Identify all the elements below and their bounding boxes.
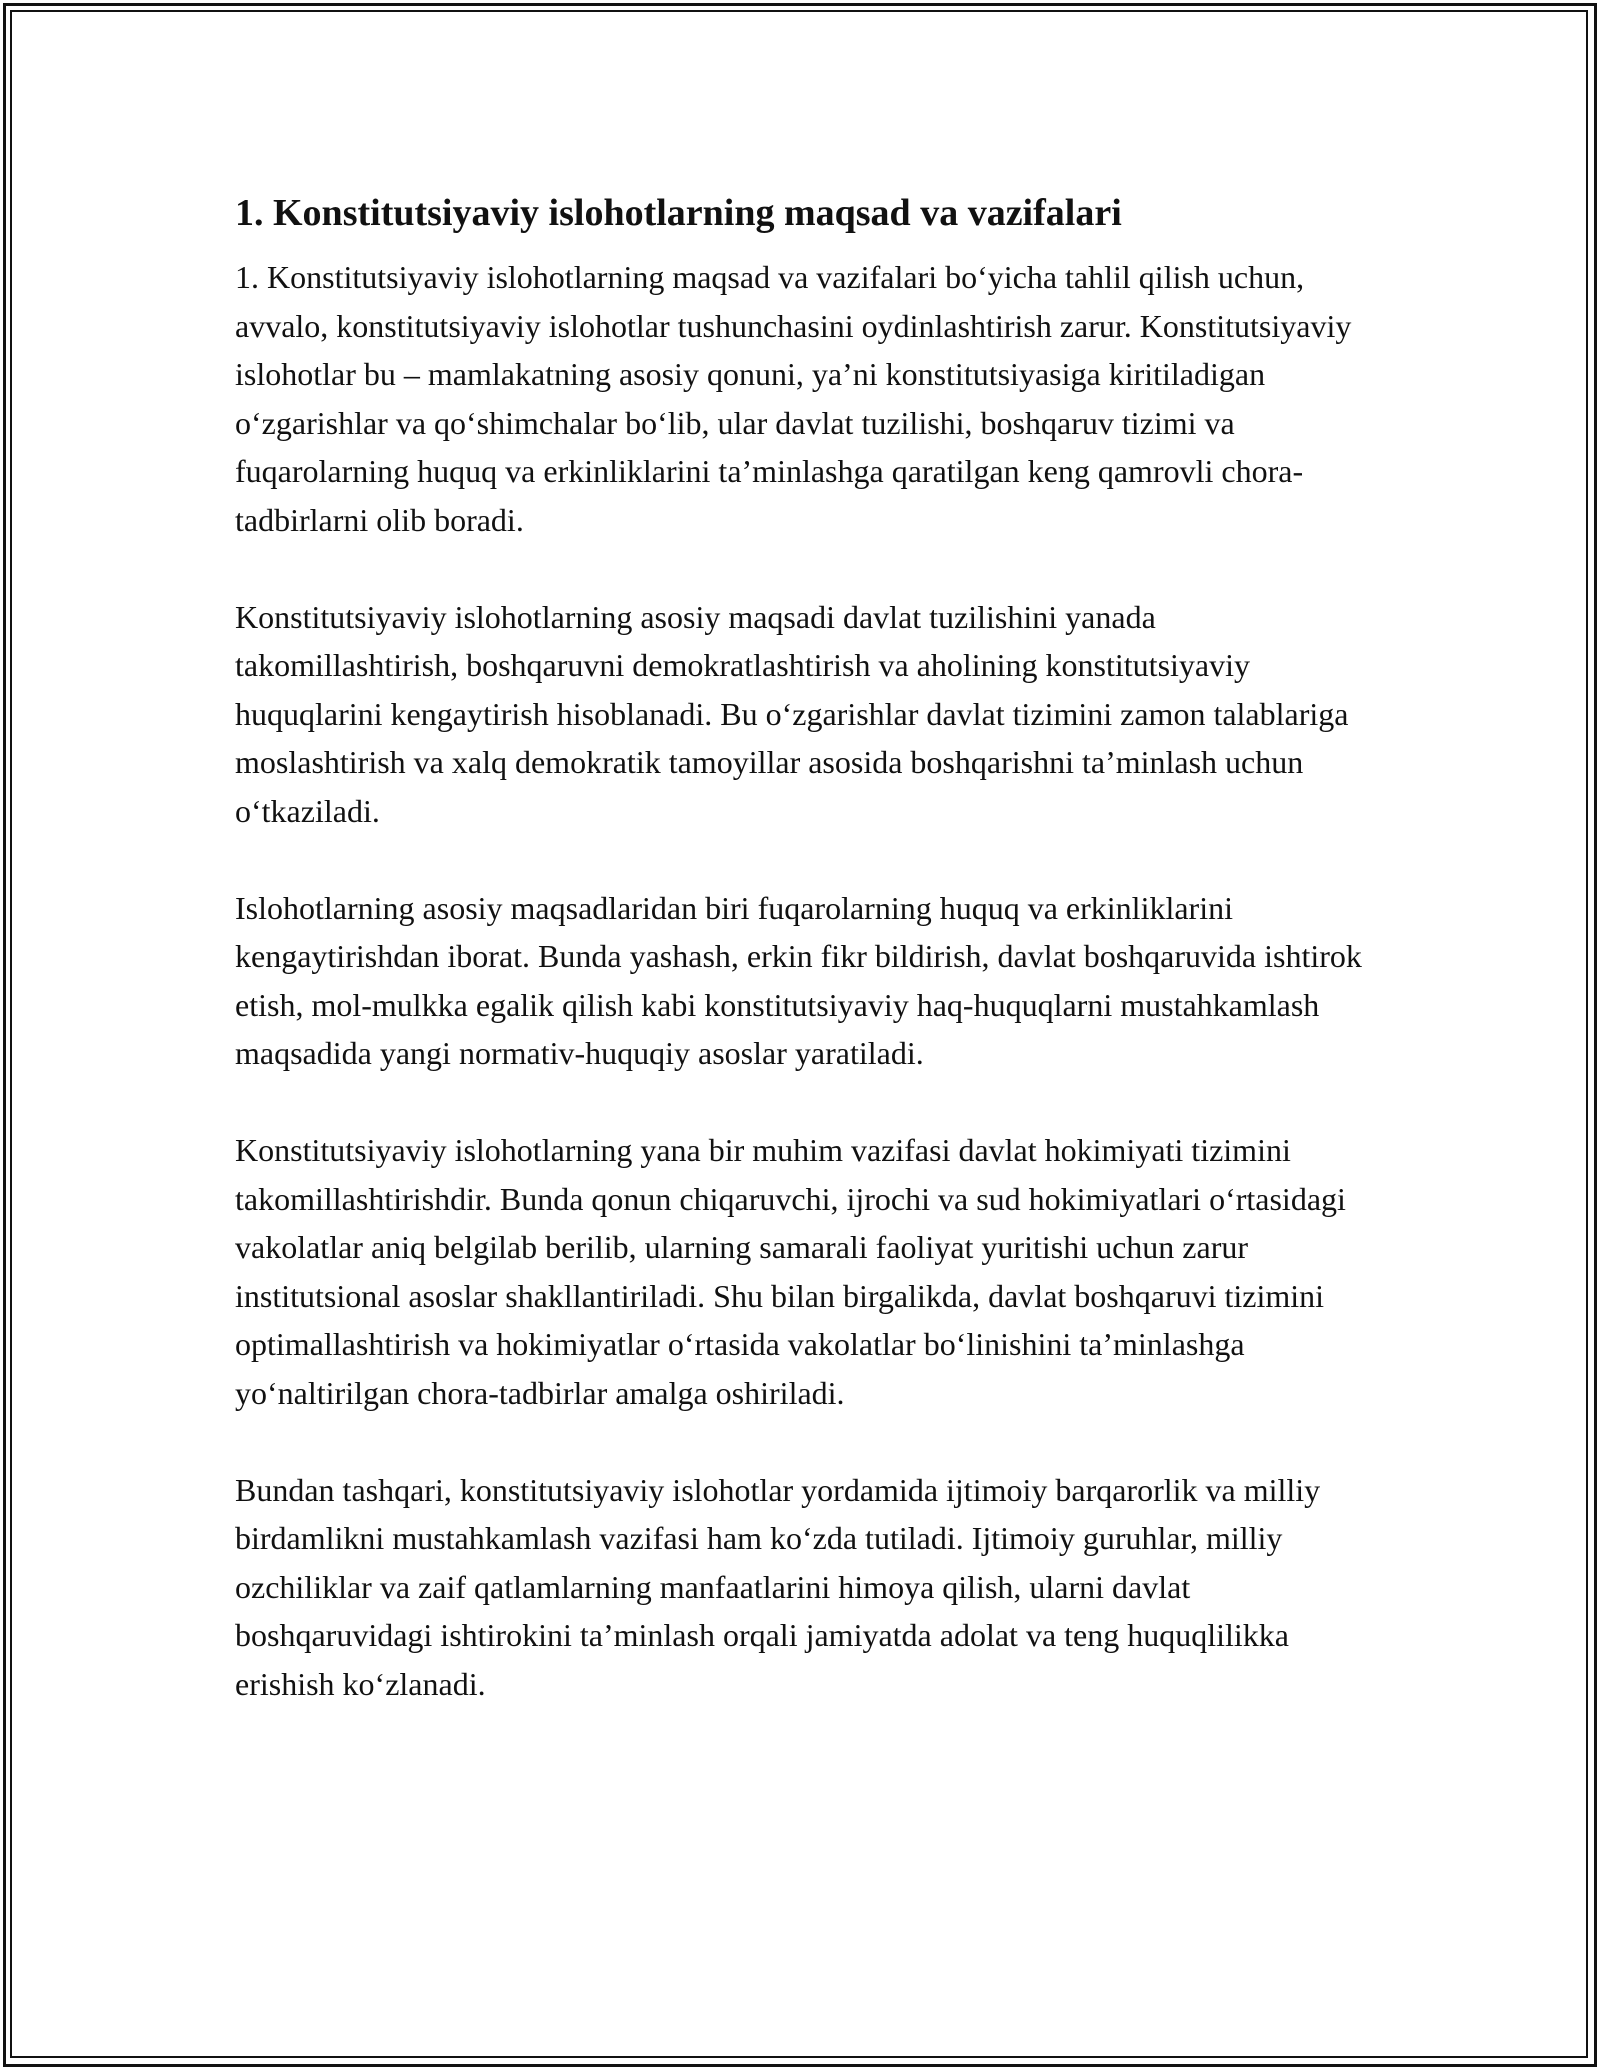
paragraph-4: Konstitutsiyaviy islohotlarning yana bir muhim vazifasi davlat hokimiyati tizimini takomillashtirishdir. Bunda qonun chiqaruvchi, ijrochi va sud hokimiyatlari o‘rtasidagi vakolatlar aniq belgilab berilib, ularning samarali faoliyat yuritishi uchun zarur institutsional asoslar shakllantiriladi. Shu bilan birgalikda, davlat boshqaruvi tizimini optimallashtirish va hokimiyatlar o‘rtasida vakolatlar bo‘linishini ta’minlashga yo‘naltirilgan chora-tadbirlar amalga oshiriladi. <box>235 1132 1346 1411</box>
document-body <box>235 185 1370 1757</box>
paragraph-3: Islohotlarning asosiy maqsadlaridan biri fuqarolarning huquq va erkinliklarini kengaytirishdan iborat. Bunda yashash, erkin fikr bildirish, davlat boshqaruvida ishtirok etish, mol-mulkka egalik qilish kabi konstitutsiyaviy haq-huquqlarni mustahkamlash maqsadida yangi normativ-huquqiy asoslar yaratiladi. <box>235 889 1362 1071</box>
paragraph-2: Konstitutsiyaviy islohotlarning asosiy maqsadi davlat tuzilishini yanada takomillashtirish, boshqaruvni demokratlashtirish va aholining konstitutsiyaviy huquqlarini kengaytirish hisoblanadi. Bu o‘zgarishlar davlat tizimini zamon talablariga moslashtirish va xalq demokratik tamoyillar asosida boshqarishni ta’minlash uchun o‘tkaziladi. <box>235 598 1349 829</box>
paragraph-1: 1. Konstitutsiyaviy islohotlarning maqsad va vazifalari bo‘yicha tahlil qilish uchun, avvalo, konstitutsiyaviy islohotlar tushunchasini oydinlashtirish zarur. Konstitutsiyaviy islohotlar bu – mamlakatning asosiy qonuni, ya’ni konstitutsiyasiga kiritiladigan o‘zgarishlar va qo‘shimchalar bo‘lib, ular davlat tuzilishi, boshqaruv tizimi va fuqarolarning huquq va erkinliklarini ta’minlashga qaratilgan keng qamrovli chora-tadbirlarni olib boradi. <box>235 259 1352 538</box>
paragraph-5: Bundan tashqari, konstitutsiyaviy islohotlar yordamida ijtimoiy barqarorlik va milliy birdamlikni mustahkamlash vazifasi ham ko‘zda tutiladi. Ijtimoiy guruhlar, milliy ozchiliklar va zaif qatlamlarning manfaatlarini himoya qilish, ularni davlat boshqaruvidagi ishtirokini ta’minlash orqali jamiyatda adolat va teng huquqlilikka erishish ko‘zlanadi. <box>235 1471 1321 1702</box>
section-heading: 1. Konstitutsiyaviy islohotlarning maqsad va vazifalari <box>235 192 1122 234</box>
